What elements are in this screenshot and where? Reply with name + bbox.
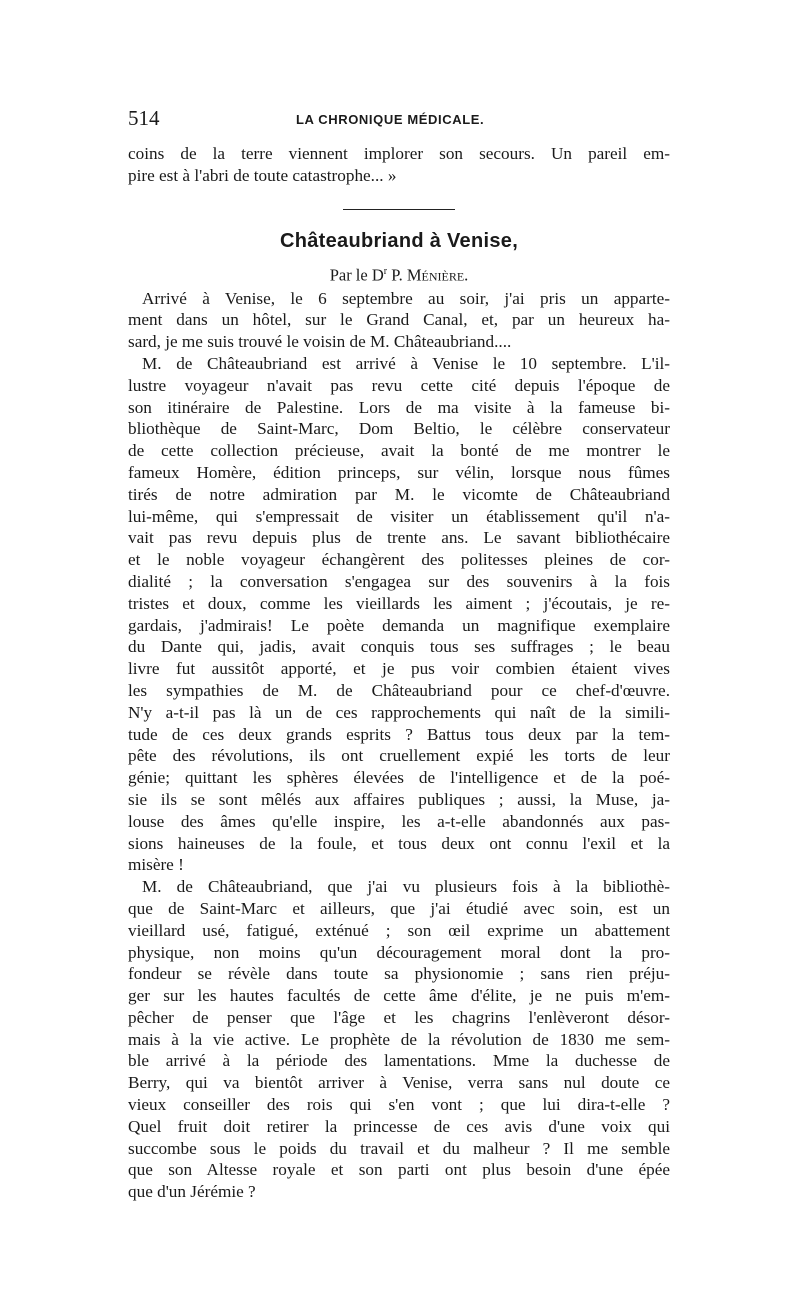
body-text	[128, 143, 670, 1203]
text-line: fameux Homère, édition princeps, sur vélin, lorsque nous fûmes	[128, 462, 670, 482]
text-line: Arrivé à Venise, le 6 septembre au soir, j'ai pris un apparte-	[142, 288, 670, 308]
text-line: son itinéraire de Palestine. Lors de ma visite à la fameuse bi-	[128, 397, 670, 417]
text-line: ble arrivé à la période des lamentations. Mme la duchesse de	[128, 1051, 670, 1071]
text-line: coins de la terre viennent implorer son secours. Un pareil em-	[128, 144, 670, 163]
text-line: lustre voyageur n'avait pas revu cette cité depuis l'époque de	[128, 375, 670, 395]
text-line: N'y a-t-il pas là un de ces rapprochements qui naît de la simili-	[128, 702, 670, 722]
section-divider	[343, 209, 455, 210]
text-line: sions haineuses de la foule, et tous deux ont connu l'exil et la	[128, 833, 670, 853]
text-line: ger sur les hautes facultés de cette âme d'élite, je ne puis m'em-	[128, 986, 670, 1006]
text-line: que d'un Jérémie ?	[128, 1182, 256, 1202]
text-line: fondeur se révèle dans toute sa physionomie ; sans rien préju-	[128, 964, 670, 984]
text-line: les sympathies de M. de Châteaubriand pour ce chef-d'œuvre.	[128, 680, 670, 700]
text-line: lui-même, qui s'empressait de visiter un établissement qu'il n'a-	[128, 506, 670, 526]
text-line: bliothèque de Saint-Marc, Dom Beltio, le célèbre conservateur	[128, 419, 670, 439]
text-line: physique, non moins qu'un découragement moral dont la pro-	[128, 942, 670, 962]
article-body	[128, 288, 670, 1203]
paragraph	[128, 288, 670, 353]
text-line: ment dans un hôtel, sur le Grand Canal, et, par un heureux ha-	[128, 310, 670, 330]
text-line: tirés de notre admiration par M. le vicomte de Châteaubriand	[128, 484, 670, 504]
text-line: Quel fruit doit retirer la princesse de ces avis d'une voix qui	[128, 1116, 670, 1136]
text-line: vait pas revu depuis plus de trente ans. Le savant bibliothécaire	[128, 528, 670, 548]
paragraph	[128, 876, 670, 1203]
paragraph	[128, 353, 670, 876]
text-line: M. de Châteaubriand est arrivé à Venise le 10 septembre. L'il-	[142, 353, 670, 373]
text-line: mais à la vie active. Le prophète de la révolution de 1830 me sem-	[128, 1029, 670, 1049]
running-head	[128, 106, 670, 132]
byline	[128, 260, 670, 284]
text-line: succombe sous le poids du travail et du malheur ? Il me semble	[128, 1138, 670, 1158]
text-line: livre fut aussitôt apporté, et je pus voir combien étaient vives	[128, 659, 670, 679]
text-line: du Dante qui, jadis, avait conquis tous ses suffrages ; le beau	[128, 637, 670, 657]
text-line: vieux conseiller des rois qui s'en vont ; que lui dira-t-elle ?	[128, 1095, 670, 1115]
text-line: sie ils se sont mêlés aux affaires publiques ; aussi, la Muse, ja-	[128, 789, 670, 809]
text-line: pêcher de penser que l'âge et les chagrins l'enlèveront désor-	[128, 1007, 670, 1027]
text-line: M. de Châteaubriand, que j'ai vu plusieurs fois à la bibliothè-	[142, 877, 670, 897]
journal-title: LA CHRONIQUE MÉDICALE.	[296, 112, 485, 127]
text-line: pire est à l'abri de toute catastrophe... »	[128, 165, 397, 185]
text-line: Berry, qui va bientôt arriver à Venise, verra sans nul doute ce	[128, 1073, 670, 1093]
page-number: 514	[128, 106, 160, 130]
byline-sup: r	[383, 265, 388, 277]
text-line: vieillard usé, fatigué, exténué ; son œil exprime un abattement	[128, 920, 670, 940]
text-line: misère !	[128, 855, 184, 875]
text-line: génie; quittant les sphères élevées de l'intelligence et de la poé-	[128, 768, 670, 788]
text-line: tristes et doux, comme les vieillards les aiment ; j'écoutais, je re-	[128, 593, 670, 613]
text-line: pête des révolutions, ils ont cruellement expié les torts de leur	[128, 746, 670, 766]
article-title: Châteaubriand à Venise,	[279, 229, 519, 252]
text-line: tude de ces deux grands esprits ? Battus tous deux par la tem-	[128, 724, 670, 744]
text-line: gardais, j'admirais! Le poète demanda un magnifique exemplaire	[128, 615, 670, 635]
text-line: que son Altesse royale et son parti ont plus besoin d'une épée	[128, 1160, 670, 1180]
text-line: que de Saint-Marc et ailleurs, que j'ai étudié avec soin, est un	[128, 898, 670, 918]
text-line: louse des âmes qu'elle inspire, les a-t-elle abandonnés aux pas-	[128, 811, 670, 831]
text-line: dialité ; la conversation s'engagea sur des souvenirs à la fois	[128, 571, 670, 591]
text-line: sard, je me suis trouvé le voisin de M. Châteaubriand....	[128, 332, 512, 352]
intro-paragraph	[128, 143, 670, 187]
text-line: et le noble voyageur échangèrent des politesses pleines de cor-	[128, 550, 670, 570]
byline-author: P. Ménière.	[391, 265, 469, 285]
byline-prefix: Par le D	[329, 265, 384, 285]
text-line: de cette collection précieuse, avait la bonté de me montrer le	[128, 441, 670, 461]
